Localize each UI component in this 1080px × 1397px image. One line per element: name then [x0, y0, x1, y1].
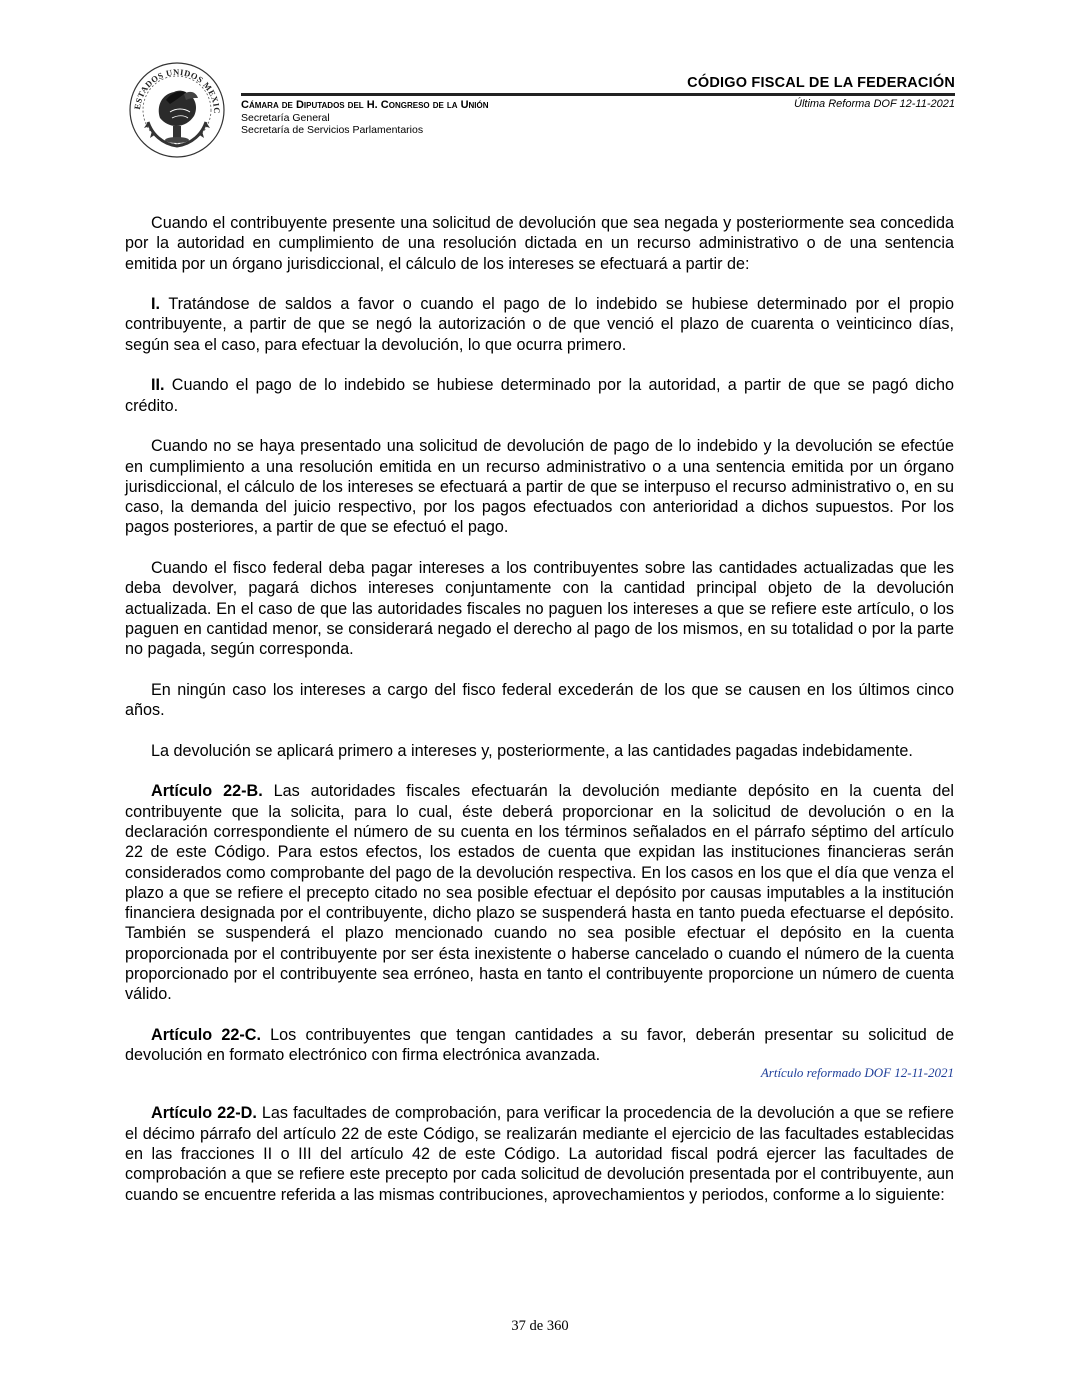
last-reform-date: Última Reforma DOF 12-11-2021: [794, 98, 955, 110]
fraction-ii: II. Cuando el pago de lo indebido se hubiese determinado por la autoridad, a partir de que se pagó dicho crédito.: [125, 376, 954, 415]
paragraph: En ningún caso los intereses a cargo del fisco federal excederán de los que se causen en los últimos cinco años.: [125, 680, 954, 720]
article-heading: Artículo 22-B.: [151, 782, 263, 801]
paragraph: La devolución se aplicará primero a intereses y, posteriormente, a las cantidades pagadas indebidamente.: [151, 741, 913, 760]
fraction-i: I. Tratándose de saldos a favor o cuando el pago de lo indebido se hubiese determinado por el propio contribuyente, a partir de que se negó la autorización o de que venció el plazo de cuarenta o veinticinco días, según sea el caso, para efectuar la devolución, lo que ocurra primero.: [125, 295, 954, 354]
paragraph: Cuando el contribuyente presente una solicitud de devolución que sea negada y posteriormente sea concedida por la autoridad en cumplimiento de una resolución dictada en un recurso administrativo o de una sentencia emitida por un órgano jurisdiccional, el cálculo de los intereses se efectuará a partir de:: [125, 214, 954, 273]
institution-name: Cámara de Diputados del H. Congreso de la Unión: [241, 99, 489, 111]
paragraph: Cuando no se haya presentado una solicitud de devolución de pago de lo indebido y la devolución se efectúe en cumplimiento a una resolución emitida en un recurso administrativo o a una sentencia emitida por un órgano jurisdiccional, el cálculo de los intereses se efectuará a partir de que se interpuso el recurso administrativo o, en su caso, la demanda del juicio respectivo, por los pagos efectuados con anterioridad a dichos supuestos. Por los pagos posteriores, a partir de que se efectuó el pago.: [125, 437, 954, 537]
page-number: 37 de 360: [511, 1318, 569, 1334]
header-divider: [241, 93, 955, 96]
institution-block: [241, 99, 489, 137]
seal-text: ESTADOS UNIDOS MEXIC: [132, 66, 223, 115]
article-22-c: Artículo 22-C. Los contribuyentes que tengan cantidades a su favor, deberán presentar su solicitud de devolución en formato electrónico con firma electrónica avanzada.: [125, 1025, 954, 1065]
document-body: [125, 213, 954, 1225]
institution-parliamentary-services: Secretaría de Servicios Parlamentarios: [241, 124, 424, 136]
paragraph: Cuando el fisco federal deba pagar intereses a los contribuyentes sobre las cantidades actualizadas que les deba devolver, pagará dichos intereses conjuntamente con la cantidad principal objeto de la devolución actualizada. En el caso de que las autoridades fiscales no paguen los intereses a que se refiere este artículo, o los paguen en cantidad menor, se considerará negado el derecho al pago de los mismos, en su totalidad o por la parte no pagada, según corresponda.: [125, 559, 954, 659]
institution-secretariat: Secretaría General: [241, 111, 330, 124]
document-title: CÓDIGO FISCAL DE LA FEDERACIÓN: [687, 75, 955, 91]
article-heading: Artículo 22-C.: [151, 1025, 261, 1044]
fraction-label: II.: [151, 376, 165, 395]
fraction-label: I.: [151, 295, 160, 314]
article-22-d: Artículo 22-D. Las facultades de comprobación, para verificar la procedencia de la devolución a que se refiere el décimo párrafo del artículo 22 de este Código, se realizarán mediante el ejercicio de las facultades establecidas en las fracciones II o III del artículo 42 de este Código. La autoridad fiscal podrá ejercer las facultades de comprobación a que se refiere este precepto por cada solicitud de devolución presentada por el contribuyente, aun cuando se encuentre referida a las mismas contribuciones, aprovechamientos y periodos, conforme a lo siguiente:: [125, 1104, 954, 1204]
mexican-eagle-seal-icon: [126, 60, 228, 158]
coat-of-arms-seal: [126, 60, 228, 158]
article-heading: Artículo 22-D.: [151, 1104, 257, 1123]
article-22-b: Artículo 22-B. Las autoridades fiscales efectuarán la devolución mediante depósito en la cuenta del contribuyente que la solicita, para lo cual, éste deberá proporcionar en la solicitud de devolución o en la declaración correspondiente el número de su cuenta en los términos señalados en el párrafo séptimo del artículo 22 de este Código. Para estos efectos, los estados de cuenta que expidan las instituciones financieras serán considerados como comprobante del pago de la devolución respectiva. En los casos en los que el día que venza el plazo a que se refiere el precepto citado no sea posible efectuar el depósito por causas imputables a la institución financiera designada por el contribuyente, dicho plazo se suspenderá hasta en tanto pueda efectuarse el depósito. También se suspenderá el plazo mencionado cuando no sea posible efectuar el depósito en la cuenta proporcionada por el contribuyente por ser ésta inexistente o haberse cancelado o cuando el número de la cuenta proporcionado por el contribuyente sea erróneo, hasta en tanto el contribuyente proporcione un número de cuenta válido.: [125, 782, 954, 1004]
reform-note: Artículo reformado DOF 12-11-2021: [760, 1065, 954, 1081]
